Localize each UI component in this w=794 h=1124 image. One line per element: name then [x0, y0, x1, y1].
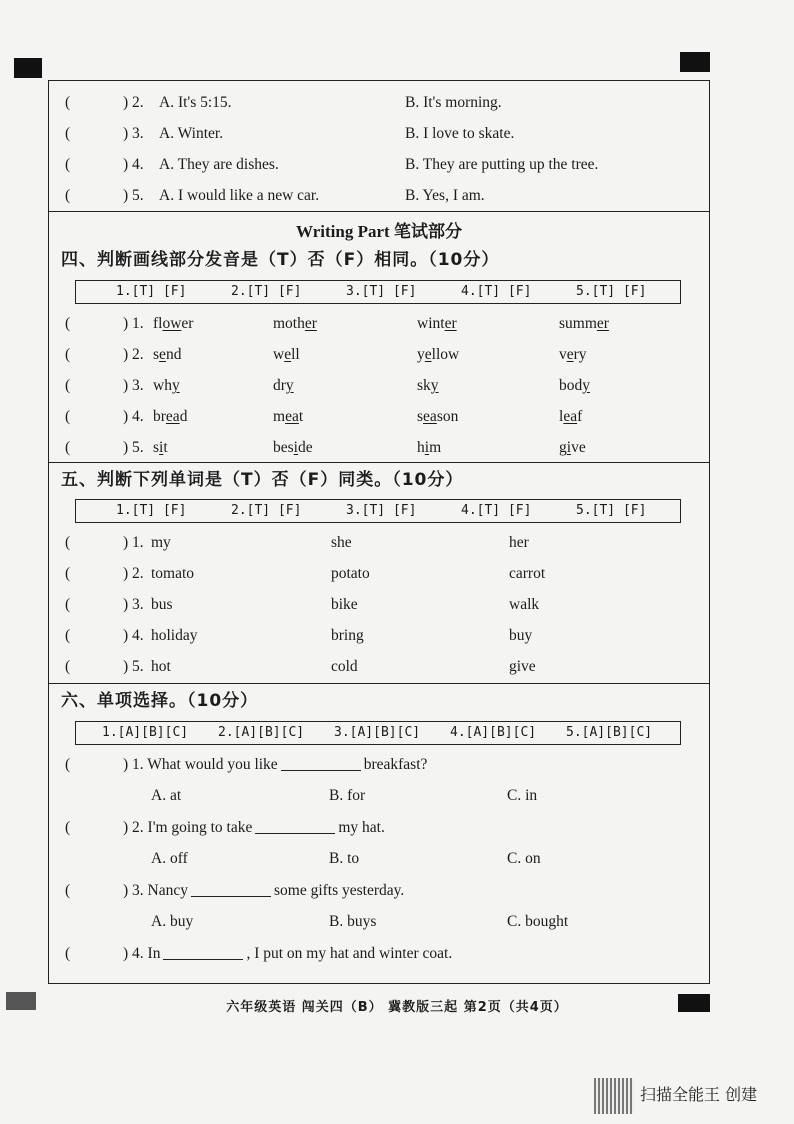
word: season [417, 408, 459, 425]
section-5-title: 五、判断下列单词是（T）否（F）同类。（10分） [61, 470, 464, 490]
option-b: B. It's morning. [405, 94, 502, 111]
word: flower [153, 315, 194, 332]
underlined-sound: i [424, 439, 430, 456]
word: her [509, 534, 529, 551]
question-row [49, 372, 709, 400]
answer-paren: ( [65, 439, 71, 456]
question-row [49, 751, 709, 779]
option-b: B. I love to skate. [405, 125, 515, 142]
answer-paren: ( [65, 315, 71, 332]
word: hot [151, 658, 171, 675]
exam-frame [48, 80, 710, 984]
answer-paren: ( [65, 125, 71, 142]
question-number: ) 5. [123, 439, 144, 456]
underlined-sound: e [424, 346, 432, 363]
question-row [49, 814, 709, 842]
question-number: ) 4. [123, 156, 144, 173]
word: why [153, 377, 180, 394]
option-b: B. They are putting up the tree. [405, 156, 599, 173]
answer-paren: ( [65, 156, 71, 173]
question-number: ) 2. [123, 94, 144, 111]
word: summer [559, 315, 609, 332]
word: yellow [417, 346, 460, 363]
answer-paren: ( [65, 658, 71, 675]
answer-paren: ( [65, 187, 71, 204]
word: body [559, 377, 590, 394]
option-b: B. for [329, 787, 366, 804]
word: bike [331, 596, 358, 613]
word: tomato [151, 565, 195, 582]
answer-blank [281, 770, 361, 771]
underlined-sound: ea [165, 408, 180, 425]
word: she [331, 534, 352, 551]
answer-blank [255, 833, 335, 834]
question-row [49, 341, 709, 369]
answer-paren: ( [65, 756, 71, 773]
answer-paren: ( [65, 627, 71, 644]
question-row [49, 120, 709, 148]
underlined-sound: ea [423, 408, 437, 425]
question-row [49, 653, 709, 681]
option-a: A. It's 5:15. [159, 94, 232, 111]
word: buy [509, 627, 533, 644]
word: mother [273, 315, 317, 332]
word: bread [153, 408, 188, 425]
word: dry [273, 377, 294, 394]
options-row [49, 845, 709, 873]
question-row [49, 529, 709, 557]
option-c: C. in [507, 787, 538, 804]
word: give [509, 658, 536, 675]
underlined-sound: ea [563, 408, 578, 425]
option-a: A. I would like a new car. [159, 187, 320, 204]
answer-choice: 5.[A][B][C] [566, 725, 653, 740]
word: potato [331, 565, 370, 582]
question-number: ) 2. [123, 565, 144, 582]
question-row [49, 877, 709, 905]
answer-choice: 1.[T] [F] [116, 503, 187, 518]
question-number: ) 4. [123, 408, 144, 425]
underlined-sound: i [159, 439, 164, 456]
question-row [49, 560, 709, 588]
section-6-answer-box [75, 721, 681, 745]
answer-paren: ( [65, 534, 71, 551]
word: winter [417, 315, 457, 332]
options-row [49, 782, 709, 810]
question-row [49, 151, 709, 179]
option-b: B. Yes, I am. [405, 187, 485, 204]
section-4-title: 四、判断画线部分发音是（T）否（F）相同。（10分） [61, 250, 500, 270]
underlined-sound: er [444, 315, 457, 332]
answer-paren: ( [65, 377, 71, 394]
word: very [559, 346, 587, 363]
divider [49, 462, 709, 463]
registration-mark-top-left [14, 58, 42, 78]
option-c: C. on [507, 850, 541, 867]
answer-paren: ( [65, 945, 71, 962]
word: send [153, 346, 182, 363]
underlined-sound: y [171, 377, 180, 394]
word: holiday [151, 627, 198, 644]
answer-choice: 3.[T] [F] [346, 503, 417, 518]
underlined-sound: ow [162, 315, 182, 332]
question-row [49, 403, 709, 431]
answer-choice: 4.[A][B][C] [450, 725, 537, 740]
word: well [273, 346, 300, 363]
answer-paren: ( [65, 882, 71, 899]
underlined-sound: e [566, 346, 574, 363]
word: carrot [509, 565, 546, 582]
answer-choice: 4.[T] [F] [461, 503, 532, 518]
option-a: A. buy [151, 913, 194, 930]
divider [49, 683, 709, 684]
writing-part-title: Writing Part 笔试部分 [296, 222, 462, 241]
word: my [151, 534, 171, 551]
answer-choice: 2.[A][B][C] [218, 725, 305, 740]
option-a: A. off [151, 850, 188, 867]
word: give [559, 439, 586, 456]
underlined-sound: ea [285, 408, 299, 425]
word: cold [331, 658, 358, 675]
word: him [417, 439, 442, 456]
question-row [49, 182, 709, 210]
answer-choice: 1.[T] [F] [116, 284, 187, 299]
question-row [49, 434, 709, 462]
word: meat [273, 408, 304, 425]
option-a: A. Winter. [159, 125, 224, 142]
underlined-sound: y [582, 377, 590, 394]
question-number: ) 3. [123, 125, 144, 142]
answer-paren: ( [65, 94, 71, 111]
answer-choice: 1.[A][B][C] [102, 725, 189, 740]
word: beside [273, 439, 313, 456]
question-stem: ) 4. In , I put on my hat and winter coat. [123, 945, 453, 962]
question-row [49, 89, 709, 117]
answer-choice: 5.[T] [F] [576, 284, 647, 299]
qr-code-icon [594, 1078, 634, 1114]
answer-choice: 3.[A][B][C] [334, 725, 421, 740]
scanner-watermark: 扫描全能王 创建 [640, 1085, 758, 1104]
section-4-answer-box [75, 280, 681, 304]
question-row [49, 310, 709, 338]
page-footer: 六年级英语 闯关四（B） 冀教版三起 第2页（共4页） [226, 1000, 568, 1015]
question-number: ) 3. [123, 596, 144, 613]
question-number: ) 5. [123, 187, 144, 204]
option-b: B. to [329, 850, 360, 867]
question-number: ) 4. [123, 627, 144, 644]
question-stem: ) 3. Nancy some gifts yesterday. [123, 882, 405, 899]
question-row [49, 591, 709, 619]
divider [49, 211, 709, 212]
answer-paren: ( [65, 596, 71, 613]
answer-paren: ( [65, 346, 71, 363]
answer-choice: 2.[T] [F] [231, 284, 302, 299]
question-row [49, 622, 709, 650]
word: leaf [559, 408, 583, 425]
underlined-sound: y [285, 377, 294, 394]
answer-paren: ( [65, 408, 71, 425]
option-c: C. bought [507, 913, 569, 930]
option-a: A. They are dishes. [159, 156, 279, 173]
question-stem: ) 1. What would you like breakfast? [123, 756, 428, 773]
question-number: ) 5. [123, 658, 144, 675]
answer-paren: ( [65, 565, 71, 582]
underlined-sound: e [159, 346, 166, 363]
question-number: ) 1. [123, 534, 144, 551]
section-5-answer-box [75, 499, 681, 523]
answer-blank [191, 896, 271, 897]
word: bring [331, 627, 364, 644]
word: walk [509, 596, 540, 613]
registration-mark-top-right [680, 52, 710, 72]
option-a: A. at [151, 787, 182, 804]
answer-blank [163, 959, 243, 960]
answer-choice: 4.[T] [F] [461, 284, 532, 299]
answer-choice: 5.[T] [F] [576, 503, 647, 518]
underlined-sound: y [430, 377, 439, 394]
section-6-title: 六、单项选择。（10分） [61, 691, 259, 711]
word: sky [417, 377, 439, 394]
question-number: ) 1. [123, 315, 144, 332]
question-stem: ) 2. I'm going to take my hat. [123, 819, 385, 836]
underlined-sound: i [293, 439, 298, 456]
answer-choice: 3.[T] [F] [346, 284, 417, 299]
question-number: ) 3. [123, 377, 144, 394]
underlined-sound: i [566, 439, 572, 456]
option-b: B. buys [329, 913, 377, 930]
question-number: ) 2. [123, 346, 144, 363]
word: sit [153, 439, 168, 456]
underlined-sound: e [284, 346, 292, 363]
answer-paren: ( [65, 819, 71, 836]
word: bus [151, 596, 173, 613]
question-row [49, 940, 709, 968]
underlined-sound: er [304, 315, 317, 332]
underlined-sound: er [596, 315, 609, 332]
options-row [49, 908, 709, 936]
answer-choice: 2.[T] [F] [231, 503, 302, 518]
